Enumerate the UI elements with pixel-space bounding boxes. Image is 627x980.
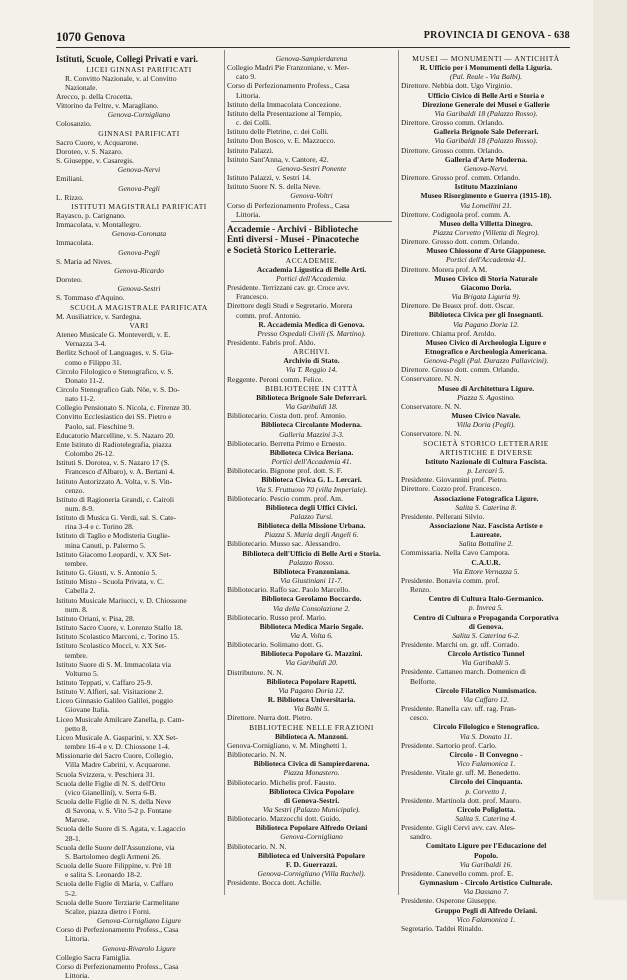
section-heading: Istituti, Scuole, Collegi Privati e vari. <box>56 54 198 64</box>
entry-address: Portici dell'Accademia 41. <box>445 255 527 265</box>
entry-line: Emiliani. <box>56 174 84 184</box>
entry-line: Istituto di Musica G. Verdi, sal. S. Cate- <box>56 513 177 523</box>
entry-address: Genova-Voltri <box>290 191 333 201</box>
entry-line: Belforte. <box>410 676 437 686</box>
entry-title: di Genova. <box>468 621 504 631</box>
entry-line: Corso di Perfezionamento Profess., Casa <box>56 925 179 935</box>
entry-line: Direttore. De Beaux prof. dott. Oscar. <box>401 301 515 311</box>
entry-title: Biblioteca Popolare G. Mazzini. <box>260 649 363 659</box>
entry-line: Commissaria. Nella Cavo Campora. <box>401 548 510 558</box>
entry-title: Biblioteca Civica di Sampierdarena. <box>253 759 370 769</box>
entry-title: Biblioteca Civica Popolare <box>269 786 354 796</box>
entry-line: Istituto di Taglio e Modisteria Guglie- <box>56 531 171 541</box>
entry-title: Accademia Ligustica di Belle Arti. <box>256 264 367 274</box>
entry-address: Genova-Pegli <box>118 183 160 193</box>
entry-line: tembre 16-4 e v. D. Chiossone 1-4. <box>65 742 170 752</box>
entry-address: Via Balbi 5. <box>293 704 330 714</box>
column-middle <box>227 54 396 894</box>
entry-line: Conservatore. N. N. <box>401 429 462 439</box>
entry-line: e salita S. Leonardo 18-2. <box>65 870 143 880</box>
entry-title: Associazione Naz. Fascista Artiste e <box>429 520 543 530</box>
entry-address: Genova-Sestri <box>117 284 161 294</box>
entry-line: Istituto della Immacolata Concezione. <box>227 99 342 109</box>
entry-line: S. Bartolomeo degli Armeni 26. <box>65 851 161 861</box>
entry-address: Via Garibaldi 18 (Palazzo Rosso). <box>434 136 538 146</box>
entry-line: L. Rizzo. <box>56 192 84 202</box>
entry-address: Palazzo Rosso. <box>288 557 335 567</box>
entry-line: Bibliotecario. N. N. <box>227 750 287 760</box>
entry-line: Scuola delle Suore Terziarie Carmelitane <box>56 897 180 907</box>
entry-title: Circolo dei Cinquanta. <box>449 777 523 787</box>
entry-line: tembre. <box>65 650 88 660</box>
entry-line: Istituto Scolastico Marconi, c. Torino 15. <box>56 632 180 642</box>
entry-address: Portici dell'Accademia 41. <box>271 457 352 467</box>
entry-line: Presidente. Bonavia comm. prof. <box>401 575 500 585</box>
column-left <box>56 54 222 980</box>
entry-title: Popolo. <box>474 850 498 860</box>
entry-line: Bibliotecario. Bignone prof. dott. S. F. <box>227 466 343 476</box>
entry-title: Giacomo Doria. <box>460 282 512 292</box>
entry-address: Via Pagano Doria 12. <box>278 685 345 695</box>
entry-address: Genova-Sestri Ponente <box>276 163 347 173</box>
entry-title: F. D. Guerrazzi. <box>285 859 338 869</box>
entry-line: Scuola Svizzera, v. Peschiera 31. <box>56 769 155 779</box>
entry-address: Genova-Rivarolo Ligure <box>102 943 176 953</box>
entry-title: Gruppo Pegli di Alfredo Oriani. <box>434 905 538 915</box>
entry-address: Portici dell'Accademia. <box>276 273 347 283</box>
entry-address: Salita S. Caterina 8. <box>455 502 517 512</box>
entry-title: Museo Civico di Storia Naturale <box>434 273 538 283</box>
entry-address: Via Ettore Vernazza 5. <box>452 566 520 576</box>
entry-line: di Savona, v. S. Vito 5-2 p. Fontane <box>65 806 172 816</box>
entry-address: Genova-Pegli (Pal. Durazzo Pallavicini). <box>423 356 549 366</box>
entry-line: Ente Istituto di Radiotelegrafia, piazza <box>56 439 172 449</box>
entry-title: Gymnasium - Circolo Artistico Culturale. <box>419 878 553 888</box>
entry-line: Corso di Perfezionamento Profess., Casa <box>227 81 350 91</box>
entry-line: Doroteo, v. S. Nazaro. <box>56 146 123 156</box>
entry-title: Biblioteca Civica G. L. Lercari. <box>261 475 362 485</box>
subsection-heading: BIBLIOTECHE NELLE FRAZIONI <box>249 722 374 732</box>
entry-line: nato 11-2. <box>65 394 96 404</box>
entry-line: Istituto Giacomo Leopardi, v. XX Set- <box>56 549 172 559</box>
entry-line: Direttore. Chiama prof. Aroldo. <box>401 328 496 338</box>
entry-line: Convitto Ecclesiastico dei SS. Pietro e <box>56 412 172 422</box>
entry-line: Direttore. Grosso comm. Orlando. <box>401 145 504 155</box>
entry-line: Scalze, piazza dietro i Forni. <box>65 906 151 916</box>
entry-address: Salita S. Caterina 6-2. <box>452 630 520 640</box>
entry-line: Genova-Cornigliano, v. M. Minghetti 1. <box>227 740 347 750</box>
entry-line: Istituto Scolastico Mocci, v. XX Set- <box>56 641 167 651</box>
entry-line: Immacolata, v. Montallegro. <box>56 220 142 230</box>
entry-line: Nazionale. <box>65 82 98 92</box>
entry-line: como e Filippo 31. <box>65 357 122 367</box>
entry-address: Via Garibaldi 18. <box>285 402 338 412</box>
entry-line: Bibliotecario. Raffo sac. Paolo Marcello. <box>227 585 350 595</box>
subsection-heading: ISTITUTI MAGISTRALI PARIFICATI <box>71 201 207 211</box>
entry-line: Circolo Stenografico Gab. Nöe, v. S. Do- <box>56 384 180 394</box>
entry-line: Istituto Autorizzato A. Volta, v. S. Vin- <box>56 476 173 486</box>
entry-line: Missionarie del Sacro Cuore, Collegio, <box>56 751 174 761</box>
entry-line: S. Giuseppe, v. Casaregis. <box>56 156 135 166</box>
entry-title: Biblioteca Civica Beriana. <box>269 447 354 457</box>
entry-title: Circolo Filatelico Numismatico. <box>435 685 537 695</box>
entry-title: Biblioteca Franzoniana. <box>273 566 350 576</box>
entry-line: Doroteo. <box>56 275 83 285</box>
entry-address: Via S. Fruttuoso 70 (villa Imperiale). <box>255 484 368 494</box>
entry-address: Via S. Donato 11. <box>459 731 513 741</box>
entry-line: Istituto Palazzi. <box>227 145 274 155</box>
section-rule <box>231 221 392 222</box>
entry-line: rina 3-4 e c. Torino 28. <box>65 522 134 532</box>
entry-line: Presidente. Canevello comm. prof. E. <box>401 868 514 878</box>
entry-address: p. Invrea 5. <box>468 603 504 613</box>
entry-title: Centro di Cultura Italo-Germanico. <box>428 594 544 604</box>
entry-address: Genova-Cornigliano <box>280 832 343 842</box>
entry-line: Istituto Sant'Anna, v. Cantore, 42. <box>227 154 329 164</box>
entry-line: Villa Madre Cabrini, v. Acquarone. <box>65 760 171 770</box>
entry-line: Liceo Ginnasio Galileo Galilei, poggio <box>56 696 173 706</box>
entry-line: Conservatore. N. N. <box>401 374 462 384</box>
entry-title: R. Accademia Medica di Genova. <box>258 319 365 329</box>
subsection-heading: SOCIETÀ STORICO LETTERARIE <box>423 438 549 448</box>
entry-line: Direttore. Nebbia dott. Ugo Virginio. <box>401 81 513 91</box>
page-number-title: 1070 Genova <box>56 30 126 44</box>
entry-line: Segretario. Taddei Rinaldo. <box>401 923 484 933</box>
entry-title: di Genova-Sestri. <box>283 795 340 805</box>
column-right <box>401 54 571 933</box>
entry-line: Conservatore. N. N. <box>401 401 462 411</box>
entry-title: Biblioteca Popolare Alfredo Oriani <box>255 823 368 833</box>
entry-line: Bibliotecario. N. N. <box>227 841 287 851</box>
entry-address: Presso Ospedali Civili (S. Martino). <box>257 328 366 338</box>
column-divider <box>224 50 225 895</box>
subsection-heading: BIBLIOTECHE IN CITTÀ <box>265 383 358 393</box>
entry-line: Immacolata. <box>56 238 94 248</box>
entry-address: Piazza S. Agostino. <box>457 392 515 402</box>
entry-line: S. Tommaso d'Aquino. <box>56 293 125 303</box>
entry-line: Istituto Teppati, v. Caffaro 25-9. <box>56 677 153 687</box>
entry-line: Corso di Perfezionamento Profess., Casa <box>56 961 179 971</box>
entry-line: Presidente. Fabris prof. Aldo. <box>227 338 316 347</box>
entry-title: Museo della Villetta Dinegro. <box>439 218 533 228</box>
entry-address: Villa Doria (Pegli). <box>456 420 516 430</box>
entry-line: mina Canuti, p. Palermo 5. <box>65 540 146 550</box>
entry-address: Via Dassano 7. <box>463 887 509 897</box>
entry-title: Museo di Architettura Ligure. <box>437 383 535 393</box>
entry-line: Littoria. <box>236 90 261 100</box>
entry-line: Istituto Don Bosco, v. E. Mazzucco. <box>227 136 336 146</box>
entry-line: Bibliotecario. Mazzocchi dott. Guido. <box>227 814 341 824</box>
entry-line: Colosanzio. <box>56 119 92 129</box>
entry-address: Genova-Sampierdarena <box>275 54 348 63</box>
entry-address: Via Caffaro 12. <box>462 694 510 704</box>
entry-line: cesco. <box>410 713 429 723</box>
entry-title: Circolo Artistico Tunnel <box>447 649 525 659</box>
entry-address: Via Brigata Liguria 9). <box>451 292 521 302</box>
entry-line: Presidente. Giovannini prof. Pietro. <box>401 475 508 485</box>
entry-line: Ateneo Musicale G. Monteverdi, v. E. <box>56 330 171 340</box>
subsection-heading: ACCADEMIE. <box>285 255 338 265</box>
entry-title: Biblioteca Medica Mario Segale. <box>259 621 364 631</box>
entry-line: Direttore. Morera prof. A M. <box>401 264 488 274</box>
entry-line: Presidente. Vitale gr. uff. M. Benedetto. <box>401 768 521 778</box>
entry-title: Direzione Generale dei Musei e Gallerie <box>422 99 550 109</box>
entry-line: Bibliotecario. Russo prof. Mario. <box>227 612 327 622</box>
entry-title: Museo Civico Navale. <box>451 411 521 421</box>
section-heading: e Società Storico Letterarie. <box>227 245 337 255</box>
entry-title: Ufficio Civico di Belle Arti e Storia e <box>427 90 545 100</box>
entry-line: Corso di Perfezionamento Profess., Casa <box>227 200 350 210</box>
entry-address: Salita Bottaline 2. <box>458 539 514 549</box>
entry-line: S. Maria ad Nives. <box>56 256 113 266</box>
entry-line: Collegio Sacra Famiglia. <box>56 952 131 962</box>
running-head: PROVINCIA DI GENOVA - 638 <box>423 30 570 41</box>
entry-title: C.A.U.R. <box>471 557 501 567</box>
header-rule <box>56 47 570 48</box>
entry-line: Presidente. Bocca dott. Achille. <box>227 878 322 888</box>
entry-line: Presidente. Terrizzani cav. gr. Croce avv. <box>227 283 350 293</box>
entry-line: Littoria. <box>65 934 90 944</box>
entry-line: Istituto Suore di S. M. Immacolata via <box>56 659 171 669</box>
entry-line: Reggente. Peroni comm. Felice. <box>227 374 324 384</box>
entry-title: Archivio di Stato. <box>283 356 340 366</box>
entry-line: Collegio Madri Pie Franzoniane, v. Mer- <box>227 63 350 73</box>
entry-title: Etnografico e Archeologia Americana. <box>425 347 547 356</box>
entry-line: Vittorino da Feltre, v. Maragliano. <box>56 101 159 111</box>
entry-address: Genova-Pegli <box>118 247 160 257</box>
entry-line: Istituti S. Dorotea, v. S. Nazaro 17 (S. <box>56 458 170 468</box>
entry-title: Biblioteca Circolante Moderna. <box>261 420 362 430</box>
entry-line: Presidente. Pellerani Silvio. <box>401 511 485 521</box>
entry-line: Istituto G. Giusti, v. S. Antonio 5. <box>56 568 157 578</box>
entry-line: Littoria. <box>65 970 90 980</box>
entry-address: p. Lercari 5. <box>467 466 505 476</box>
entry-line: Presidente. Gigli Cervi avv. cav. Ales- <box>401 823 516 833</box>
entry-line: Arecco, p. della Crocetta. <box>56 91 133 101</box>
entry-line: Presidente. Sartorio prof. Carlo. <box>401 740 497 750</box>
entry-address: Via Garibaldi 20. <box>285 658 338 668</box>
entry-line: cato 9. <box>236 72 256 82</box>
entry-line: Istituto Oriani, v. Pisa, 28. <box>56 613 135 623</box>
entry-title: Biblioteca A. Manzoni. <box>275 731 348 741</box>
adjacent-page-edge <box>593 0 627 900</box>
entry-address: Via Garibaldi 16. <box>459 859 513 869</box>
section-heading: Accademie - Archivi - Biblioteche <box>227 223 358 234</box>
entry-line: Bibliotecario. Michelis prof. Fausto. <box>227 777 337 787</box>
entry-line: M. Ausiliatrice, v. Sardegna. <box>56 311 142 321</box>
entry-line: Direttore. Grosso prof. comm. Orlando. <box>401 173 521 183</box>
entry-title: Biblioteca della Missione Urbana. <box>257 521 366 531</box>
entry-line: Scuola delle Figlie di N. S. della Neve <box>56 797 172 806</box>
entry-title: Biblioteca Popolare Rapetti. <box>266 676 357 686</box>
entry-line: Rayasco, p. Carignano. <box>56 211 126 220</box>
entry-line: Educatorio Marcelline, v. S. Nazaro 20. <box>56 430 175 440</box>
entry-line: Cabella 2. <box>65 586 96 596</box>
entry-line: Istituto di Ragioneria Grandi, c. Cairoli <box>56 494 175 504</box>
entry-address: Via Sestri (Palazzo Municipale). <box>262 804 361 814</box>
entry-address: Piazza S. Maria degli Angeli 6. <box>264 530 359 540</box>
entry-line: Collegio Pensionato S. Nicola, c. Firenze 30. <box>56 403 191 413</box>
subsection-heading: LICEI GINNASI PARIFICATI <box>86 64 192 74</box>
entry-title: Istituto Nazionale di Cultura Fascista. <box>425 456 547 466</box>
entry-title: Biblioteca ed Università Popolare <box>257 850 366 860</box>
entry-title: Laureate. <box>470 530 502 540</box>
entry-title: Centro di Cultura e Propaganda Corporativa <box>413 612 559 622</box>
entry-line: Vernazza 3-4. <box>65 339 107 349</box>
entry-line: Liceo Musicale Amilcare Zanella, p. Cam- <box>56 714 185 724</box>
entry-address: Salita S. Caterina 4. <box>455 813 517 823</box>
entry-line: Istituto Sacro Cuore, v. Lorenzo Stallo 18. <box>56 623 183 633</box>
subsection-heading: ARCHIVI. <box>292 347 331 357</box>
entry-line: Scuola delle Figlie di N. S. dell'Orto <box>56 778 166 788</box>
entry-line: 28-1. <box>65 833 81 843</box>
entry-title: Museo Risorgimento e Guerra (1915-18). <box>420 191 552 201</box>
entry-line: Marose. <box>65 815 90 825</box>
entry-address: Genova-Coronata <box>111 229 167 239</box>
entry-title: Museo Chiossone d'Arte Giapponese. <box>426 246 546 256</box>
entry-line: Istituto Misto - Scuola Privata, v. C. <box>56 577 165 587</box>
entry-title: R. Ufficio per i Monumenti della Liguria. <box>420 63 552 73</box>
entry-line: Francesco. <box>236 292 269 302</box>
entry-title: Circolo - Il Convegno - <box>449 749 523 759</box>
entry-line: tembre. <box>65 558 88 568</box>
entry-line: Bibliotecario. Musso sac. Alessandro. <box>227 539 341 549</box>
entry-address: Genova-Nervi. <box>463 163 509 173</box>
entry-line: Istituto Palazzi, v. Sestri 14. <box>227 173 311 183</box>
entry-title: Galleria d'Arte Moderna. <box>444 154 528 164</box>
entry-address: Genova-Ricardo <box>114 265 164 275</box>
entry-line: c. dei Colli. <box>236 118 271 128</box>
entry-title: Biblioteca Gerolamo Boccardo. <box>261 594 362 604</box>
entry-line: Presidente. Osperone Giuseppe. <box>401 896 497 906</box>
subsection-heading: SCUOLA MAGISTRALE PARIFICATA <box>70 302 208 312</box>
entry-line: Istituto delle Pietrine, c. dei Colli. <box>227 127 329 137</box>
entry-line: Direttore. Codignola prof. comm. A. <box>401 209 511 219</box>
entry-line: Bibliotecario. Berretta Primo e Ernesto. <box>227 438 347 448</box>
entry-line: Renzo. <box>410 585 432 595</box>
entry-line: Presidente. Ranella cav. uff. rag. Fran- <box>401 704 517 714</box>
entry-address: Via Garibaldi 5. <box>461 658 511 668</box>
entry-address: Via della Consolazione 2. <box>273 603 350 613</box>
entry-address: Via Garibaldi 18 (Palazzo Rosso). <box>434 108 538 118</box>
entry-line: Presidente. Marchi on. gr. uff. Corrado. <box>401 640 520 649</box>
entry-line: Bibliotecario. Costa dott. prof. Antonio. <box>227 411 347 421</box>
entry-title: Circolo Poliglotta. <box>456 804 516 814</box>
entry-line: Bibliotecario. Solimano dott. G. <box>227 640 324 650</box>
entry-line: Giovane Italia. <box>65 705 110 715</box>
entry-title: Biblioteca degli Uffici Civici. <box>265 502 358 512</box>
entry-line: comm. prof. Antonio. <box>236 310 301 320</box>
entry-line: R. Convitto Nazionale, v. al Convitto <box>65 73 177 83</box>
entry-title: Biblioteca Brignole Sale Deferrari. <box>256 392 367 402</box>
subsection-heading: VARI <box>129 320 149 330</box>
entry-address: Palazzo Tursi. <box>290 511 333 521</box>
subsection-heading: GINNASI PARIFICATI <box>98 128 180 138</box>
entry-title: Istituto Mazziniano <box>454 182 518 192</box>
entry-address: Galleria Mazzini 3-3. <box>279 429 344 439</box>
entry-line: Scuola delle Suore Filippine, v. Prè 18 <box>56 861 172 871</box>
entry-line: Berlitz School of Languages, v. S. Gia- <box>56 348 174 358</box>
entry-line: num. 8-9. <box>65 504 94 513</box>
entry-line: Donato 11-2. <box>65 375 105 385</box>
entry-address: Genova-Cornigliano Ligure <box>96 916 182 926</box>
entry-title: Circolo Filologico e Stenografico. <box>432 722 540 732</box>
entry-line: Direttore. Grosso dott. comm. Orlando. <box>401 365 520 375</box>
entry-line: Circolo Filologico e Stenografico, v. S. <box>56 366 174 376</box>
entry-line: (vico Gianellini), v. Serra 6-B. <box>65 787 157 797</box>
entry-line: Istituto V. Alfieri, sal. Visitazione 2. <box>56 687 164 697</box>
entry-address: Genova-Cornigliano <box>107 110 171 120</box>
entry-address: Genova-Cornigliano (Villa Rachel). <box>257 869 366 879</box>
entry-line: sandro. <box>410 832 432 842</box>
entry-line: Scuola delle Suore dell'Assunzione, via <box>56 842 175 852</box>
entry-title: Galleria Brignole Sale Deferrari. <box>433 127 539 137</box>
subsection-heading: ARTISTICHE E DIVERSE <box>439 447 533 457</box>
entry-address: Vico Falamonica 1. <box>456 914 516 924</box>
entry-line: Direttore degli Studi e Segretario. Morera <box>227 301 353 311</box>
entry-address: Via Lomellini 21. <box>460 200 512 210</box>
entry-line: Presidente. Martinola dott. prof. Mauro. <box>401 795 521 805</box>
entry-line: Direttore. Grosso dott. comm. Orlando. <box>401 237 520 247</box>
entry-title: Comitato Ligure per l'Educazione del <box>425 841 547 851</box>
entry-line: Istituto della Presentazione al Tempio, <box>227 108 342 118</box>
entry-address: Via Giustiniani 11-7. <box>280 576 343 586</box>
entry-address: Via T. Reggio 14. <box>285 365 338 375</box>
entry-address: Vico Falamonica 1. <box>456 759 516 769</box>
entry-line: Scuola delle Suore di S. Agata, v. Lagaccio <box>56 824 186 834</box>
page-header <box>56 30 570 46</box>
entry-line: Direttore. Cozzo prof. Francesco. <box>401 484 502 494</box>
entry-line: Colombo 26-12. <box>65 449 115 459</box>
entry-line: petto 8. <box>65 723 88 733</box>
entry-line: num. 8. <box>65 604 88 614</box>
entry-title: Associazione Fotografica Ligure. <box>433 493 539 503</box>
entry-title: Museo Civico di Archeologia Ligure e <box>425 337 547 347</box>
entry-line: Scuola delle Figlie di Maria, v. Caffaro <box>56 879 174 889</box>
entry-line: Distributore. N. N. <box>227 667 284 677</box>
entry-line: Istituto Suore N. S. della Neve. <box>227 182 321 192</box>
entry-address: Genova-Nervi <box>117 165 161 175</box>
entry-address: Piazza Monastero. <box>283 768 340 778</box>
entry-address: (Pal. Reale - Via Balbi). <box>449 72 523 82</box>
entry-line: Volturno 5. <box>65 668 99 678</box>
entry-line: Istituto Musicale Mariucci, v. D. Chiossone <box>56 595 187 605</box>
entry-title: Biblioteca dell'Ufficio di Belle Arti e Storia. <box>242 548 381 558</box>
entry-address: Piazza Corvetto (Villetta di Negro). <box>432 227 540 237</box>
entry-title: R. Biblioteca Universitaria. <box>267 695 356 705</box>
entry-line: Liceo Musicale A. Gasparini, v. XX Set- <box>56 732 178 742</box>
entry-address: p. Corvetto 1. <box>465 786 507 796</box>
subsection-heading: MUSEI — MONUMENTI — ANTICHITÀ <box>412 54 560 63</box>
entry-line: Bibliotecario. Pescio comm. prof. Am. <box>227 493 343 503</box>
entry-title: Biblioteca Civica per gli Insegnanti. <box>428 310 544 320</box>
entry-line: Sacro Cuore, v. Acquarone. <box>56 137 139 147</box>
entry-line: Paolo, sal. Fieschine 9. <box>65 421 135 431</box>
entry-line: Direttore. Grosso comm. Orlando. <box>401 118 504 128</box>
entry-address: Via A. Volta 6. <box>290 631 333 640</box>
entry-line: cenzo. <box>65 485 85 495</box>
entry-line: Francesco d'Albaro), v. A. Bertani 4. <box>65 467 175 477</box>
entry-line: Presidente. Cattaneo march. Domenico di <box>401 667 526 677</box>
column-divider <box>398 50 399 895</box>
entry-address: Via Pagano Doria 12. <box>452 319 520 329</box>
entry-line: 5-2. <box>65 888 77 898</box>
section-heading: Enti diversi - Musei - Pinacoteche <box>227 234 359 245</box>
entry-line: Littoria. <box>236 209 261 219</box>
entry-line: Direttore. Nurra dott. Pietro. <box>227 713 313 723</box>
